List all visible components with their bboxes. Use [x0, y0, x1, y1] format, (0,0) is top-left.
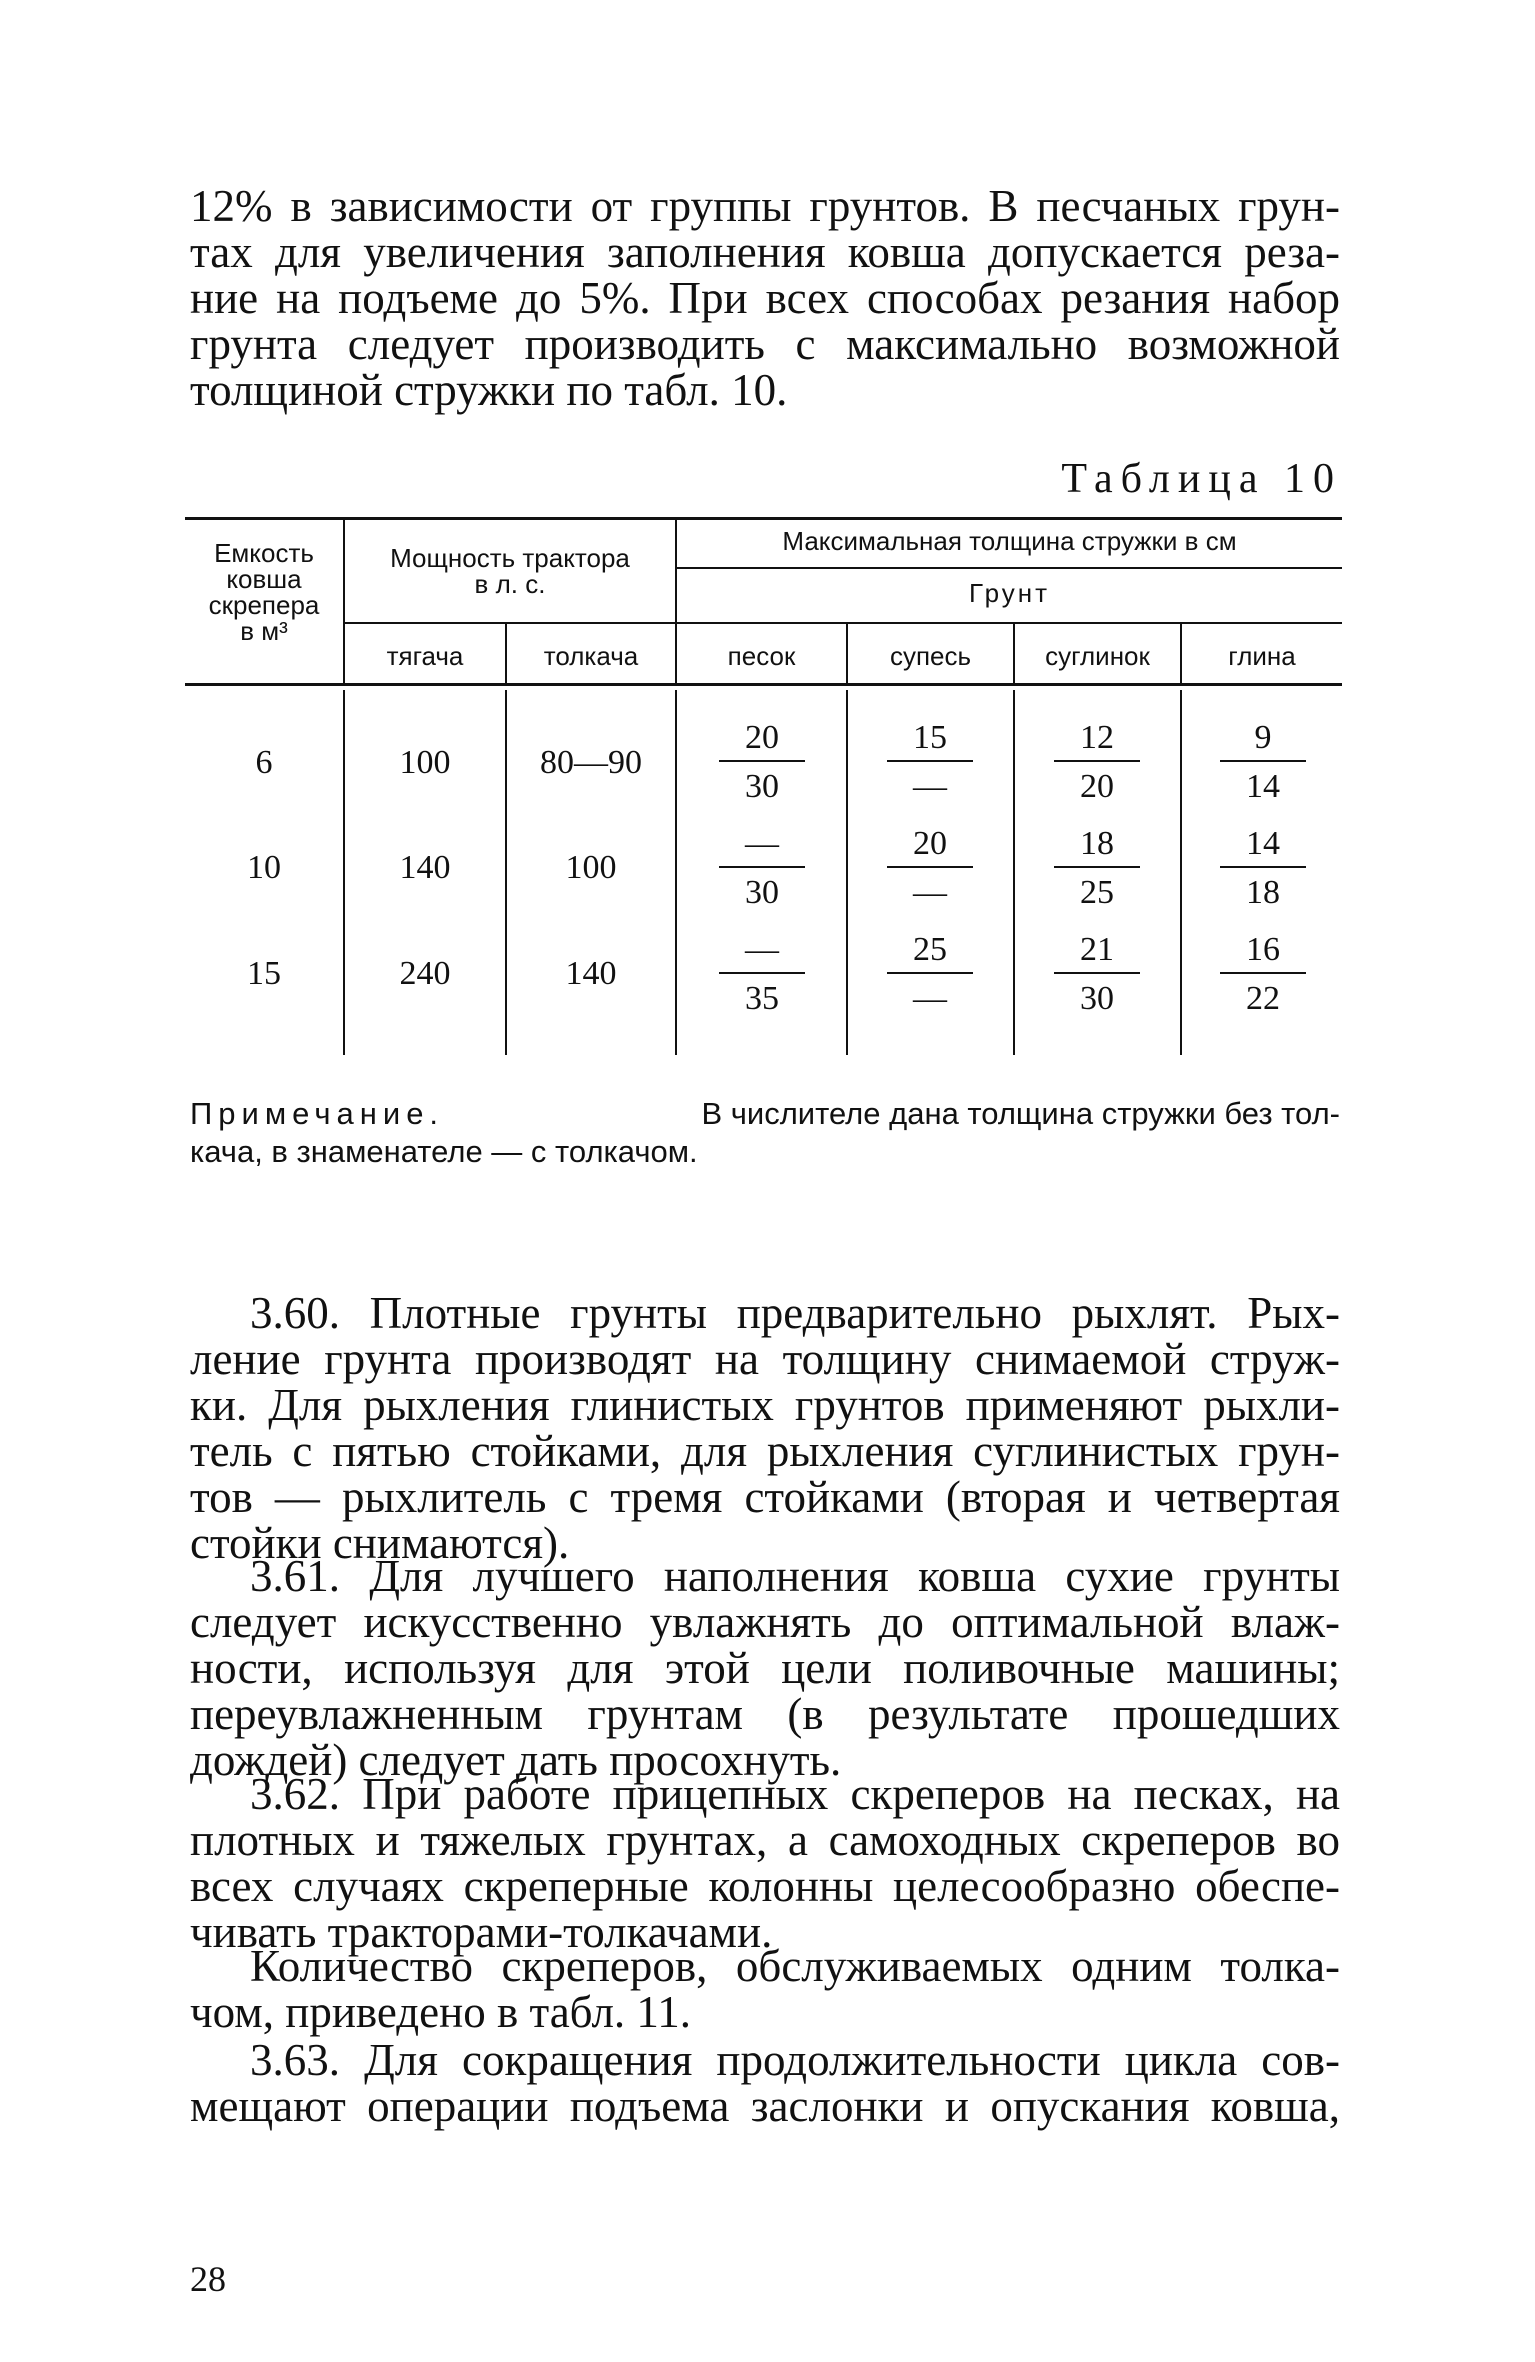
text-line: Количество скреперов, обслуживаемых одним толка- — [250, 1941, 1340, 1991]
cell-capacity: 6 — [255, 744, 273, 781]
note-line: кача, в знаменателе — с толкачом. — [190, 1134, 698, 1169]
page-number: 28 — [190, 2259, 226, 2299]
note-line — [190, 1095, 1340, 1133]
note-text: В числителе дана толщина стружки без тол- — [701, 1096, 1340, 1131]
section-3-61 — [190, 1553, 1340, 1783]
table-rule — [345, 622, 1342, 624]
header-clay: глина — [1228, 641, 1296, 671]
cell-tractor: 100 — [399, 744, 451, 781]
header-loam: суглинок — [1045, 641, 1150, 671]
text-line: дождей) следует дать просохнуть. — [190, 1735, 842, 1785]
text-line: чивать тракторами-толкачами. — [190, 1907, 773, 1957]
cell-tractor: 140 — [399, 849, 451, 886]
table-rule — [675, 567, 1342, 569]
paragraph-scraper-count — [190, 1943, 1340, 2035]
text-line: ление грунта производят на толщину снимаемой струж- — [190, 1334, 1340, 1384]
cell-pusher: 140 — [565, 955, 617, 992]
text-line: следует искусственно увлажнять до оптимальной влаж- — [190, 1597, 1340, 1647]
cell-clay: 9 14 — [1208, 716, 1318, 806]
header-sand: песок — [727, 641, 796, 671]
text-line: переувлажненным грунтам (в результате прошедших — [190, 1689, 1340, 1739]
cell-sandy-loam: 20 — — [875, 822, 985, 912]
table-top-rule — [185, 517, 1342, 520]
cell-sandy-loam: 15 — — [875, 716, 985, 806]
text-line: плотных и тяжелых грунтах, а самоходных скреперов во — [190, 1815, 1340, 1865]
cell-pusher: 100 — [565, 849, 617, 886]
text-line: чом, приведено в табл. 11. — [190, 1987, 691, 2037]
text-line: всех случаях скреперные колонны целесообразно обеспе- — [190, 1861, 1340, 1911]
cell-clay: 14 18 — [1208, 822, 1318, 912]
header-max-thickness: Максимальная толщина стружки в см — [782, 526, 1237, 556]
section-3-60 — [190, 1290, 1340, 1566]
table-title: Таблица 10 — [1061, 456, 1342, 502]
text-line: ки. Для рыхления глинистых грунтов применяют рыхли- — [190, 1380, 1340, 1430]
header-tractor-power: Мощность трактора в л. с. — [390, 543, 630, 599]
text-line: 3.61. Для лучшего наполнения ковша сухие грунты — [250, 1551, 1340, 1601]
text-line: грунта следует производить с максимально возможной — [190, 319, 1340, 369]
cell-loam: 18 25 — [1042, 822, 1152, 912]
text-line: 3.60. Плотные грунты предварительно рыхлят. Рых- — [250, 1288, 1340, 1338]
header-soil: Грунт — [968, 578, 1051, 608]
cell-pusher: 80—90 — [540, 744, 642, 781]
header-capacity: Емкость ковша скрепера в м³ — [208, 538, 320, 646]
text-line: тель с пятью стойками, для рыхления суглинистых грун- — [190, 1426, 1340, 1476]
cell-loam: 21 30 — [1042, 928, 1152, 1018]
cell-sand: 20 30 — [707, 716, 817, 806]
section-3-63 — [190, 2037, 1340, 2129]
text-line: ности, используя для этой цели поливочные машины; — [190, 1643, 1340, 1693]
cell-sand: — 30 — [707, 822, 817, 912]
text-line: мещают операции подъема заслонки и опускания ковша, — [190, 2081, 1340, 2131]
table-note — [190, 1095, 1340, 1171]
section-3-62 — [190, 1771, 1340, 1955]
text-line: тах для увеличения заполнения ковша допускается реза- — [190, 227, 1340, 277]
cell-sandy-loam: 25 — — [875, 928, 985, 1018]
table-rule — [675, 690, 677, 1055]
cell-tractor: 240 — [399, 955, 451, 992]
cell-sand: — 35 — [707, 928, 817, 1018]
cell-capacity: 15 — [247, 955, 281, 992]
cell-clay: 16 22 — [1208, 928, 1318, 1018]
header-tractor: тягача — [386, 641, 464, 671]
text-line: стойки снимаются). — [190, 1518, 570, 1568]
text-line: 3.63. Для сокращения продолжительности цикла сов- — [250, 2035, 1340, 2085]
table-rule — [1013, 690, 1015, 1055]
table-header-bottom-rule — [185, 683, 1342, 686]
cell-loam: 12 20 — [1042, 716, 1152, 806]
note-label: Примечание. — [190, 1096, 445, 1131]
text-line: ние на подъеме до 5%. При всех способах резания набор — [190, 273, 1340, 323]
text-line: 12% в зависимости от группы грунтов. В песчаных грун- — [190, 181, 1340, 231]
table-rule — [846, 690, 848, 1055]
intro-paragraph — [190, 183, 1340, 413]
table-rule — [1180, 690, 1182, 1055]
text-line: толщиной стружки по табл. 10. — [190, 365, 788, 415]
text-line: 3.62. При работе прицепных скреперов на песках, на — [250, 1769, 1340, 1819]
header-pusher: толкача — [543, 641, 639, 671]
header-sandy-loam: супесь — [889, 641, 972, 671]
text-line: тов — рыхлитель с тремя стойками (вторая и четвертая — [190, 1472, 1340, 1522]
cell-capacity: 10 — [247, 849, 281, 886]
